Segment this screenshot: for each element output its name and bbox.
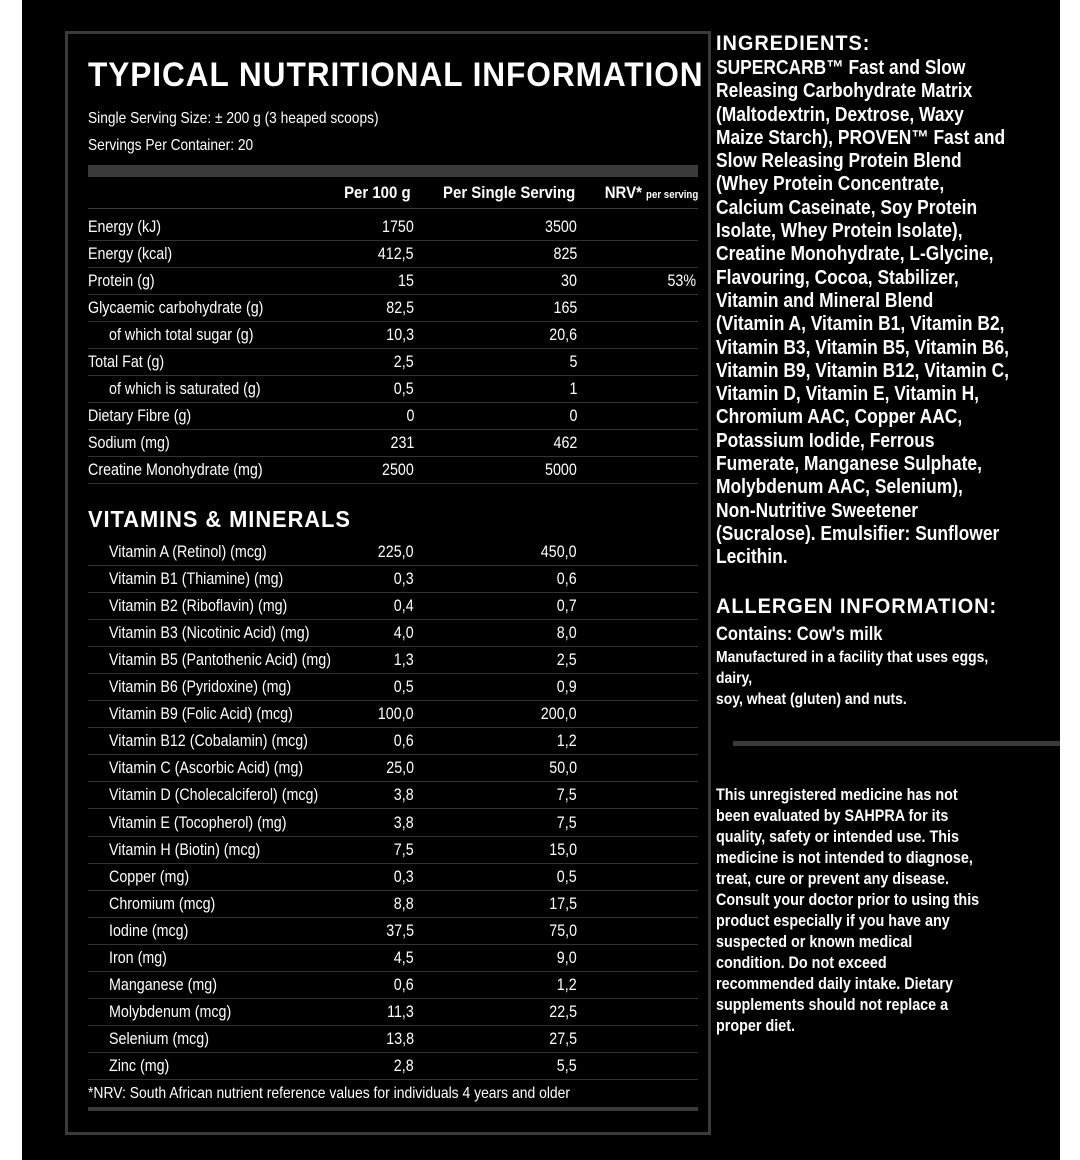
vitamin-label: Vitamin B2 (Riboflavin) (mg) xyxy=(109,596,288,616)
column-header-per-serving: Per Single Serving xyxy=(442,183,575,202)
vitamin-row xyxy=(88,864,698,891)
column-header-per-100g: Per 100 g xyxy=(344,183,411,202)
nutrient-row xyxy=(88,241,698,268)
allergen-heading: ALLERGEN INFORMATION: xyxy=(716,595,998,618)
vitamin-row xyxy=(88,701,698,728)
vitamin-row xyxy=(88,891,698,918)
nutrient-value-per-serving: 5 xyxy=(569,352,577,371)
vitamin-value-per-serving: 22,5 xyxy=(549,1001,577,1021)
vitamin-label: Vitamin A (Retinol) (mcg) xyxy=(109,542,267,561)
nutrient-value-per-serving: 825 xyxy=(553,244,577,263)
nutrient-value-per-serving: 30 xyxy=(561,271,577,290)
sahpra-disclaimer: This unregistered medicine has not been evaluated by SAHPRA for its quality, safety or intended use. This medicine is not intended to diagnose, treat, cure or prevent any disease. Consult your doctor prior to using this product especially if you have any suspected or known medical condition. Do not exceed recommended daily intake. Dietary supplements should not replace a proper diet. xyxy=(716,786,980,1035)
vitamin-row xyxy=(88,566,698,593)
nutrient-label: of which total sugar (g) xyxy=(109,325,254,344)
servings-per-container: Servings Per Container: 20 xyxy=(88,137,254,154)
nutrient-value-per-100g: 231 xyxy=(390,433,414,452)
nrv-suffix: per serving xyxy=(645,189,698,201)
vitamin-value-per-100g: 0,5 xyxy=(394,677,414,697)
nutrient-row xyxy=(88,403,698,430)
header-divider-bar xyxy=(88,165,698,177)
vitamin-value-per-serving: 1,2 xyxy=(557,731,577,751)
vitamin-row xyxy=(88,837,698,864)
right-divider-bar xyxy=(733,741,1060,746)
nutrient-value-per-100g: 1750 xyxy=(382,217,414,236)
footer-divider-bar xyxy=(88,1107,698,1111)
column-header-nrv xyxy=(605,183,699,203)
nutrient-value-per-100g: 2500 xyxy=(382,460,414,479)
nutrient-row xyxy=(88,349,698,376)
vitamin-value-per-100g: 225,0 xyxy=(378,542,414,561)
nutrition-panel xyxy=(65,31,711,1135)
nutrient-label: Dietary Fibre (g) xyxy=(88,406,192,425)
vitamin-value-per-100g: 0,3 xyxy=(394,569,414,589)
nutrient-value-per-serving: 1 xyxy=(569,379,577,398)
vitamin-value-per-serving: 17,5 xyxy=(549,893,577,913)
vitamin-row xyxy=(88,999,698,1026)
ingredients-heading: INGREDIENTS: xyxy=(716,32,871,55)
vitamin-row xyxy=(88,593,698,620)
vitamin-value-per-serving: 7,5 xyxy=(557,812,577,832)
vitamin-value-per-serving: 0,7 xyxy=(557,596,577,616)
nutrient-label: Energy (kJ) xyxy=(88,217,162,236)
nutrient-label: Glycaemic carbohydrate (g) xyxy=(88,298,264,317)
nutrient-row xyxy=(88,268,698,295)
nrv-footnote: *NRV: South African nutrient reference values for individuals 4 years and older xyxy=(88,1085,571,1102)
vitamin-value-per-100g: 4,5 xyxy=(394,947,414,967)
vitamin-value-per-serving: 50,0 xyxy=(549,758,577,778)
vitamin-row xyxy=(88,918,698,945)
vitamin-label: Vitamin B3 (Nicotinic Acid) (mg) xyxy=(109,623,310,643)
vitamin-value-per-100g: 100,0 xyxy=(378,704,414,724)
vitamin-row xyxy=(88,810,698,837)
vitamin-label: Copper (mg) xyxy=(109,866,190,886)
column-headers xyxy=(88,183,698,207)
vitamin-value-per-100g: 37,5 xyxy=(386,920,414,940)
nutrient-value-per-serving: 20,6 xyxy=(549,325,577,344)
nutrient-value-per-100g: 0 xyxy=(406,406,414,425)
vitamin-value-per-serving: 8,0 xyxy=(557,623,577,643)
nutrient-label: Creatine Monohydrate (mg) xyxy=(88,460,263,479)
vitamin-value-per-serving: 75,0 xyxy=(549,920,577,940)
nutrient-value-per-100g: 2,5 xyxy=(394,352,414,371)
vitamin-label: Selenium (mcg) xyxy=(109,1028,209,1048)
nutrient-value-per-100g: 82,5 xyxy=(386,298,414,317)
product-label xyxy=(22,0,1060,1160)
nrv-label: NRV* xyxy=(604,183,642,202)
vitamin-value-per-100g: 11,3 xyxy=(387,1001,414,1021)
vitamins-minerals-heading: VITAMINS & MINERALS xyxy=(88,506,351,532)
vitamin-value-per-serving: 7,5 xyxy=(557,785,577,805)
vitamin-value-per-serving: 27,5 xyxy=(549,1028,577,1048)
vitamin-label: Manganese (mg) xyxy=(109,974,217,994)
nutrient-value-per-serving: 462 xyxy=(553,433,577,452)
column-header-rule xyxy=(88,208,698,209)
vitamin-row xyxy=(88,620,698,647)
serving-size: Single Serving Size: ± 200 g (3 heaped scoops) xyxy=(88,110,379,127)
vitamin-label: Vitamin E (Tocopherol) (mg) xyxy=(109,812,287,832)
vitamin-row xyxy=(88,1026,698,1053)
nutrient-value-per-serving: 5000 xyxy=(545,460,577,479)
vitamin-value-per-serving: 2,5 xyxy=(557,650,577,670)
vitamin-row xyxy=(88,728,698,755)
allergen-text: Manufactured in a facility that uses eggs, dairy, soy, wheat (gluten) and nuts. xyxy=(716,649,989,708)
vitamin-value-per-100g: 0,4 xyxy=(394,596,414,616)
nutrient-label: Protein (g) xyxy=(88,271,155,290)
vitamin-value-per-serving: 0,9 xyxy=(557,677,577,697)
vitamin-row xyxy=(88,782,698,809)
vitamin-label: Iron (mg) xyxy=(109,947,167,967)
nutrient-value-per-100g: 412,5 xyxy=(378,244,414,263)
vitamin-value-per-serving: 1,2 xyxy=(557,974,577,994)
vitamin-label: Molybdenum (mcg) xyxy=(109,1001,232,1021)
nutrient-label: Sodium (mg) xyxy=(88,433,170,452)
vitamin-value-per-100g: 4,0 xyxy=(394,623,414,643)
vitamin-value-per-serving: 0,5 xyxy=(557,866,577,886)
nutrient-row xyxy=(88,214,698,241)
nutrient-value-per-serving: 165 xyxy=(553,298,577,317)
vitamin-value-per-serving: 5,5 xyxy=(557,1055,577,1075)
vitamin-label: Vitamin B6 (Pyridoxine) (mg) xyxy=(109,677,292,697)
vitamin-value-per-100g: 13,8 xyxy=(386,1028,414,1048)
vitamin-value-per-100g: 0,3 xyxy=(394,866,414,886)
vitamin-value-per-100g: 1,3 xyxy=(394,650,414,670)
vitamin-row xyxy=(88,674,698,701)
nutrient-row xyxy=(88,430,698,457)
nutrient-label: of which is saturated (g) xyxy=(109,379,261,398)
allergen-contains: Contains: Cow's milk xyxy=(716,624,883,645)
vitamin-label: Iodine (mcg) xyxy=(109,920,189,940)
vitamin-row xyxy=(88,647,698,674)
nutrient-row xyxy=(88,322,698,349)
vitamin-row xyxy=(88,539,698,566)
vitamin-label: Vitamin B9 (Folic Acid) (mcg) xyxy=(109,704,293,724)
nutrient-value-per-100g: 15 xyxy=(398,271,414,290)
vitamin-value-per-serving: 15,0 xyxy=(549,839,577,859)
vitamin-value-per-serving: 9,0 xyxy=(557,947,577,967)
ingredients-text: SUPERCARB™ Fast and Slow Releasing Carbohydrate Matrix (Maltodextrin, Dextrose, Waxy Maize Starch), PROVEN™ Fast and Slow Releasing Protein Blend (Whey Protein Concentrate, Calcium Caseinate, Soy Protein Isolate, Whey Protein Isolate), Creatine Monohydrate, L-Glycine, Flavouring, Cocoa, Stabilizer, Vitamin and Mineral Blend (Vitamin A, Vitamin B1, Vitamin B2, Vitamin B3, Vitamin B5, Vitamin B6, Vitamin B9, Vitamin B12, Vitamin C, Vitamin D, Vitamin E, Vitamin H, Chromium AAC, Copper AAC, Potassium Iodide, Ferrous Fumerate, Manganese Sulphate, Molybdenum AAC, Selenium), Non-Nutritive Sweetener (Sucralose). Emulsifier: Sunflower Lecithin. xyxy=(716,57,1009,569)
vitamin-value-per-100g: 25,0 xyxy=(386,758,414,778)
vitamin-value-per-100g: 8,8 xyxy=(394,893,414,913)
nutrient-row xyxy=(88,457,698,484)
vitamin-label: Vitamin B1 (Thiamine) (mg) xyxy=(109,569,284,589)
vitamin-label: Zinc (mg) xyxy=(109,1055,170,1075)
vitamin-label: Chromium (mcg) xyxy=(109,893,216,913)
vitamin-row xyxy=(88,945,698,972)
vitamin-label: Vitamin H (Biotin) (mcg) xyxy=(109,839,261,859)
nutrient-row xyxy=(88,376,698,403)
nutrient-label: Energy (kcal) xyxy=(88,244,173,263)
nutrient-row xyxy=(88,295,698,322)
nutrition-title: TYPICAL NUTRITIONAL INFORMATION xyxy=(88,56,704,94)
vitamin-row xyxy=(88,972,698,999)
vitamin-label: Vitamin D (Cholecalciferol) (mcg) xyxy=(109,785,319,805)
nutrient-value-nrv: 53% xyxy=(667,271,696,290)
vitamin-label: Vitamin B12 (Cobalamin) (mcg) xyxy=(109,731,308,751)
vitamin-label: Vitamin C (Ascorbic Acid) (mg) xyxy=(109,758,304,778)
nutrient-value-per-serving: 3500 xyxy=(545,217,577,236)
nutrient-value-per-100g: 0,5 xyxy=(394,379,414,398)
vitamin-label: Vitamin B5 (Pantothenic Acid) (mg) xyxy=(109,650,331,670)
vitamin-value-per-100g: 3,8 xyxy=(394,812,414,832)
vitamin-value-per-100g: 0,6 xyxy=(394,974,414,994)
vitamin-value-per-serving: 200,0 xyxy=(541,704,577,724)
nutrient-value-per-100g: 10,3 xyxy=(386,325,414,344)
vitamin-value-per-100g: 3,8 xyxy=(394,785,414,805)
vitamin-value-per-100g: 7,5 xyxy=(394,839,414,859)
vitamin-value-per-serving: 450,0 xyxy=(541,542,577,561)
nutrient-label: Total Fat (g) xyxy=(88,352,165,371)
vitamin-value-per-serving: 0,6 xyxy=(557,569,577,589)
vitamin-value-per-100g: 0,6 xyxy=(394,731,414,751)
vitamin-row xyxy=(88,1053,698,1080)
vitamin-row xyxy=(88,755,698,782)
nutrient-value-per-serving: 0 xyxy=(569,406,577,425)
vitamin-value-per-100g: 2,8 xyxy=(394,1055,414,1075)
